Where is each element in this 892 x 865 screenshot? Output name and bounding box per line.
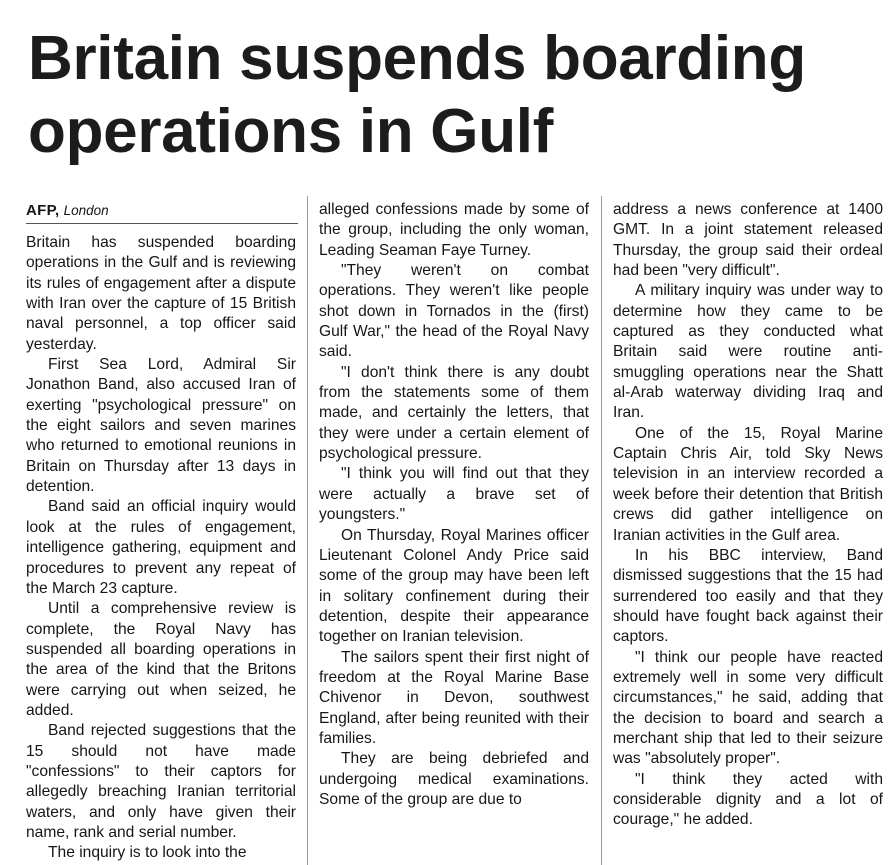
byline-place: London: [63, 203, 109, 218]
headline-line-1: Britain suspends boarding: [28, 24, 806, 93]
paragraph: Britain has suspended boarding operations in the Gulf and is reviewing its rules of engagement after a dispute with Iran over the capture of 15 British naval personnel, a top officer said yesterday.: [26, 234, 296, 353]
paragraph: On Thursday, Royal Marines officer Lieutenant Colonel Andy Price said some of the group may have been left in solitary confinement during their detention, despite their appearance together on Iranian television.: [319, 526, 589, 646]
article-column-2: [319, 200, 589, 810]
byline-agency: AFP,: [26, 202, 60, 219]
byline: [26, 200, 298, 224]
paragraph: "I think they acted with considerable dignity and a lot of courage," he added.: [613, 770, 883, 829]
paragraph: address a news conference at 1400 GMT. In a joint statement released Thursday, the group said their ordeal had been "very difficult".: [613, 201, 883, 280]
paragraph: The sailors spent their first night of freedom at the Royal Marine Base Chivenor in Devon, southwest England, after being reunited with their families.: [319, 648, 589, 747]
paragraph: The inquiry is to look into the: [48, 844, 247, 862]
column-rule: [601, 196, 602, 865]
article-column-3: [613, 200, 883, 831]
paragraph: One of the 15, Royal Marine Captain Chris Air, told Sky News television in an interview recorded a week before their detention that British crews did gather intelligence on Iranian activities in the Gulf area.: [613, 424, 883, 544]
paragraph: alleged confessions made by some of the group, including the only woman, Leading Seaman Faye Turney.: [319, 201, 589, 259]
paragraph: First Sea Lord, Admiral Sir Jonathon Band, also accused Iran of exerting "psychological pressure" on the eight sailors and seven marines who returned to emotional reunions in Britain on Thursday after 13 days in detention.: [26, 356, 296, 496]
paragraph: Band said an official inquiry would look at the rules of engagement, intelligence gathering, equipment and procedures to prevent any repeat of the March 23 capture.: [26, 498, 296, 597]
paragraph: In his BBC interview, Band dismissed suggestions that the 15 had surrendered too easily and that they should have fought back against their captors.: [613, 546, 883, 646]
paragraph: Band rejected suggestions that the 15 should not have made "confessions" to their captors for allegedly breaching Iranian territorial waters, and only have given their name, rank and serial number.: [26, 722, 296, 841]
paragraph: Until a comprehensive review is complete, the Royal Navy has suspended all boarding operations in the area of the kind that the Britons were carrying out when seized, he added.: [26, 600, 296, 719]
paragraph: A military inquiry was under way to determine how they came to be captured as they conducted what Britain said were routine anti-smuggling operations near the Shatt al-Arab waterway dividing Iraq and Iran.: [613, 282, 883, 422]
article-column-1: [26, 200, 296, 864]
column-rule: [307, 196, 308, 865]
paragraph: "They weren't on combat operations. They weren't like people shot down in Tornados in the (first) Gulf War," the head of the Royal Navy said.: [319, 262, 589, 361]
paragraph: "I think our people have reacted extremely well in some very difficult circumstances," he said, adding that the decision to board and search a merchant ship that led to their seizure was "absolutely proper".: [613, 648, 883, 768]
paragraph: "I think you will find out that they were actually a brave set of youngsters.": [319, 465, 589, 524]
paragraph: They are being debriefed and undergoing medical examinations. Some of the group are due to: [319, 750, 589, 808]
headline: [28, 22, 878, 168]
headline-line-2: operations in Gulf: [28, 97, 554, 166]
paragraph: "I don't think there is any doubt from the statements some of them made, and certainly the letters, that they were under a certain element of psychological pressure.: [319, 363, 589, 463]
